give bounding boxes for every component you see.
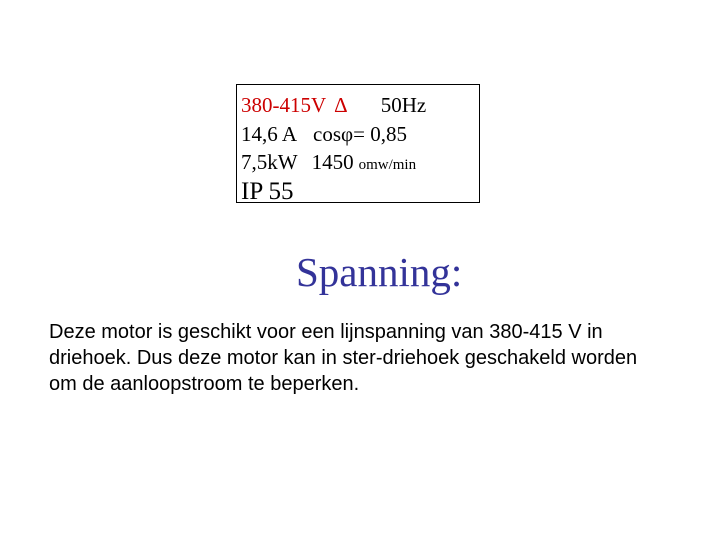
motor-nameplate [236,84,480,203]
body-line-2: driehoek. Dus deze motor kan in ster-driehoek geschakeld worden [49,347,638,369]
delta-symbol: Δ [334,93,348,117]
frequency-value: 50Hz [380,93,427,117]
slide-title: Spanning: [296,249,463,295]
power-value: 7,5kW [241,150,298,174]
speed-unit: omw/min [358,157,417,173]
slide-body-text [49,319,699,397]
nameplate-current-line [241,124,407,145]
voltage-value: 380-415V [241,93,327,117]
nameplate-power-line [241,152,416,173]
body-line-3: om de aanloopstroom te beperken. [49,373,360,395]
nameplate-voltage-line [241,95,426,116]
body-line-1: Deze motor is geschikt voor een lijnspanning van 380-415 V in [49,321,603,343]
nameplate-ip-rating: IP 55 [241,178,294,205]
speed-value: 1450 [311,150,354,174]
current-value: 14,6 A [241,122,298,146]
power-factor-value: cosφ= 0,85 [313,122,407,146]
